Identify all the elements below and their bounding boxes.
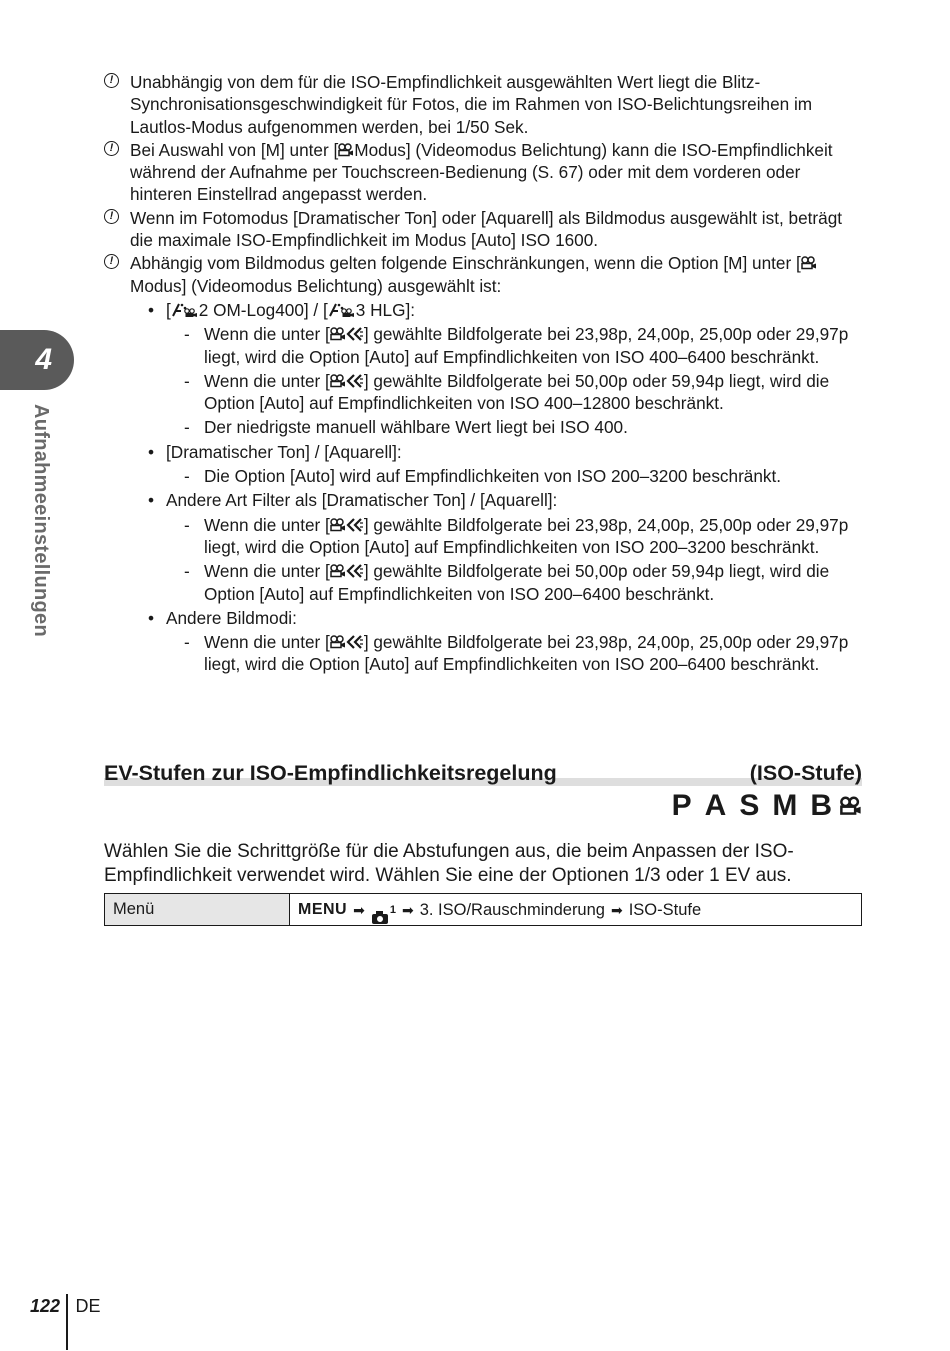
mode-s: S [739,789,760,822]
arrow-right-icon: ➡ [610,901,623,918]
bullet-list [148,299,864,676]
dash-text-pre: Wenn die unter [ [204,632,330,653]
mode-p: P [671,789,692,822]
camera-menu-icon [371,895,396,925]
menu-label: Menü [105,894,290,925]
dash-text-pre: Wenn die unter [ [204,514,330,535]
page-number: 122 [30,1296,61,1316]
note-2 [104,139,864,206]
note-text: Wenn im Fotomodus [Dramatischer Ton] oder [Aquarell] als Bildmodus ausgewählt ist, beträgt die maximale ISO-Empfindlichkeit im Modus [Auto] ISO 1600. [130,207,843,251]
movie-icon [330,327,346,341]
dash-mark: - [184,324,190,345]
dash-item [166,631,864,676]
dash-mark: - [184,632,190,653]
chapter-title: Aufnahmeeinstellungen [30,404,52,637]
frame-rate-icon [346,632,364,646]
mode-b: B [810,789,832,822]
bullet-dot: • [148,490,155,511]
dash-item [166,560,864,605]
dash-text: Die Option [Auto] wird auf Empfindlichkeiten von ISO 200–3200 beschränkt. [204,466,782,487]
dash-text-post: ] gewählte Bildfolgerate bei 23,98p, 24,00p, 25,00p oder 29,97p liegt, wird die Option [Auto] auf Empfindlichkeiten von ISO 400–6400 beschränkt. [204,324,849,367]
movie-mode-icon [840,796,862,816]
movie-icon [338,143,354,157]
dash-text-pre: Wenn die unter [ [204,370,330,391]
dash-mark: - [184,514,190,535]
note-4 [104,252,864,297]
footer-divider [66,1294,68,1350]
page-footer [30,1294,101,1350]
bullet-dot: • [148,607,155,628]
note-3 [104,207,864,252]
dash-item [166,465,864,487]
section-title: EV-Stufen zur ISO-Empfindlichkeitsregelung [104,761,557,785]
movie-icon [330,635,346,649]
dash-mark: - [184,370,190,391]
bullet-dot: • [148,299,155,320]
bullet-label: Andere Art Filter als [Dramatischer Ton] / [Aquarell]: [166,490,558,511]
arrow-right-icon: ➡ [353,901,365,918]
bullet-other-art-filters [148,489,864,604]
bullet-label-a: [ [166,299,171,320]
dash-text-pre: Wenn die unter [ [204,561,330,582]
art-filter-movie-icon [171,302,199,318]
frame-rate-icon [346,515,364,529]
dash-text-post: ] gewählte Bildfolgerate bei 23,98p, 24,00p, 25,00p oder 29,97p liegt, wird die Option [Auto] auf Empfindlichkeiten von ISO 200–3200 beschränkt. [204,514,849,557]
dash-text-post: ] gewählte Bildfolgerate bei 50,00p oder 59,94p liegt, wird die Option [Auto] auf Empfindlichkeiten von ISO 400–12800 beschränkt. [204,370,830,414]
note-text: Unabhängig von dem für die ISO-Empfindlichkeit ausgewählten Wert liegt die Blitz-Synchronisationsgeschwindigkeit für Fotos, die im Rahmen von ISO-Belichtungsreihen im Lautlos-Modus aufgenommen werden, bei 1/50 Sek. [130,72,813,137]
menu-step-1: 3. ISO/Rauschminderung [419,900,605,919]
frame-rate-icon [346,371,364,385]
dash-item [166,514,864,559]
dash-mark: - [184,561,190,582]
shooting-modes [659,790,862,822]
frame-rate-icon [346,561,364,575]
menu-step-2: ISO-Stufe [628,900,702,919]
note-text-a: Bei Auswahl von [M] unter [ [130,139,339,160]
dash-item [166,370,864,415]
arrow-right-icon: ➡ [401,901,414,918]
caution-icon: ! [104,209,119,224]
dash-text-post: ] gewählte Bildfolgerate bei 23,98p, 24,00p, 25,00p oder 29,97p liegt, wird die Option [Auto] auf Empfindlichkeiten von ISO 200–6400 beschränkt. [204,632,849,675]
frame-rate-icon [346,324,364,338]
section-header [104,760,862,788]
chapter-title-vertical [28,404,52,674]
section-tag: (ISO-Stufe) [749,761,862,785]
movie-icon [801,256,817,270]
note-1 [104,71,864,138]
menu-button-label: MENU [298,900,348,918]
movie-icon [330,518,346,532]
bullet-dot: • [148,441,155,462]
caution-icon: ! [104,254,119,269]
bullet-label-c: 3 HLG]: [355,299,415,320]
dash-text-post: ] gewählte Bildfolgerate bei 50,00p oder 59,94p liegt, wird die Option [Auto] auf Empfindlichkeiten von ISO 200–6400 beschränkt. [204,561,830,604]
bullet-other-picture-modes [148,607,864,676]
dash-item [166,323,864,368]
dash-mark: - [184,417,190,438]
art-filter-movie-icon [328,302,356,318]
menu-path [290,894,861,925]
note-text-b: Modus] (Videomodus Belichtung) kann die ISO-Empfindlichkeit während der Aufnahme per Touchscreen-Bedienung (S. 67) oder mit dem vorderen oder hinteren Einstellrad angepasst werden. [130,139,833,205]
dash-mark: - [184,466,190,487]
note-text-b: Modus] (Videomodus Belichtung) ausgewählt ist: [130,275,502,296]
intro-paragraph: Wählen Sie die Schrittgröße für die Abstufungen aus, die beim Anpassen der ISO-Empfindlichkeit verwendet wird. Wählen Sie eine der Optionen 1/3 oder 1 EV aus. [104,841,794,886]
caution-icon: ! [104,73,119,88]
mode-a: A [704,789,727,822]
caution-icon: ! [104,141,119,156]
camera-menu-number: 1 [389,903,396,916]
bullet-log-hlg [148,299,864,439]
note-text-a: Abhängig vom Bildmodus gelten folgende Einschränkungen, wenn die Option [M] unter [ [130,253,801,274]
notes-area [104,71,864,676]
mode-m: M [772,789,798,822]
movie-icon [330,374,346,388]
bullet-label-b: 2 OM-Log400] / [ [198,299,328,320]
bullet-dramatic-watercolor [148,441,864,488]
bullet-label: Andere Bildmodi: [166,607,297,628]
chapter-number-tab: 4 [0,330,74,390]
dash-text-pre: Wenn die unter [ [204,324,330,345]
movie-icon [330,564,346,578]
bullet-label: [Dramatischer Ton] / [Aquarell]: [166,441,402,462]
menu-path-table [104,893,862,926]
dash-item [166,416,864,438]
dash-text: Der niedrigste manuell wählbare Wert liegt bei ISO 400. [204,417,628,438]
page-language: DE [75,1296,101,1316]
